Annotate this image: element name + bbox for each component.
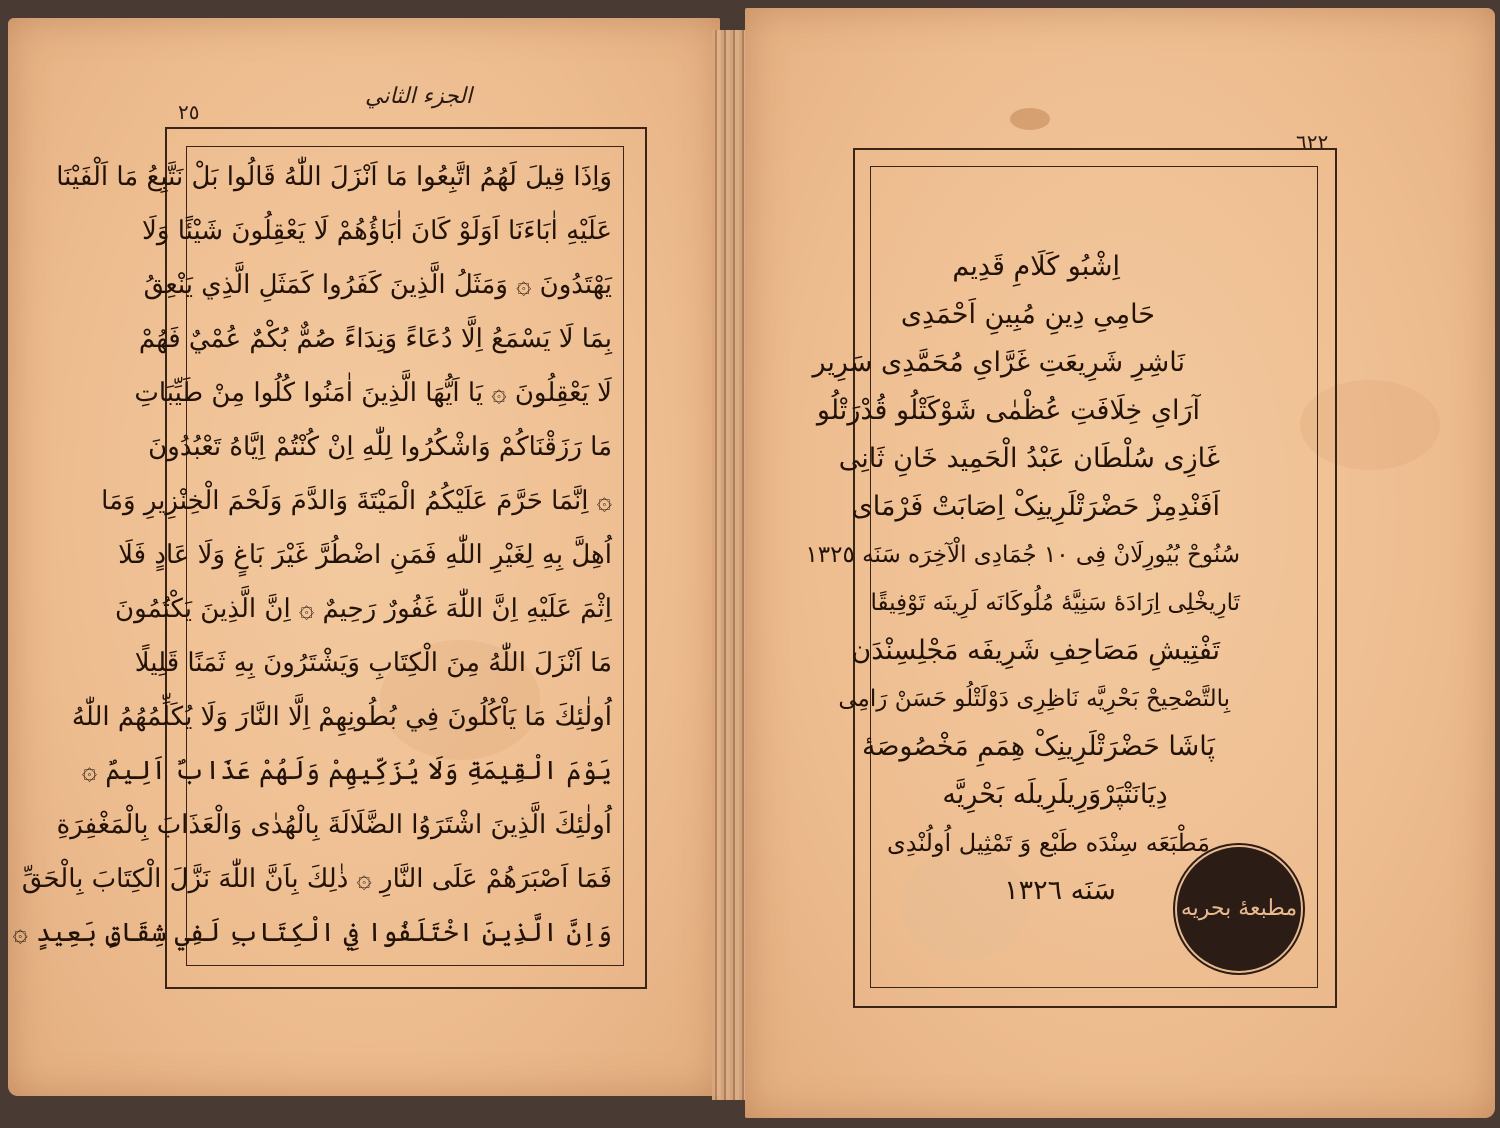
colophon-line: حَامِیِ دِینِ مُبِینِ اَحْمَدِی: [900, 299, 1155, 330]
text-line: يَوْمَ الْقِيٰمَةِ وَلَا يُزَكِّيهِمْ وَلَهُمْ عَذَابٌ اَلِيمٌ ۞: [81, 756, 612, 786]
colophon-line: بِالتَّصْحِیحْ بَحْرِیَّه نَاظِرِی دَوْلَتْلُو حَسَنْ رَامِی: [838, 686, 1230, 712]
right-folio: ٦٢٢: [1296, 130, 1329, 154]
text-line: مَا رَزَقْنَاكُمْ وَاشْكُرُوا لِلّٰهِ اِنْ كُنْتُمْ اِيَّاهُ تَعْبُدُونَ: [148, 432, 612, 462]
colophon-line: نَاشِرِ شَرِیعَتِ غَرَّایِ مُحَمَّدِی سَرِیر: [812, 347, 1185, 378]
colophon-line: دِیَانَتْپَرْوَرِیلَرِیلَه بَحْرِیَّه: [942, 779, 1168, 810]
running-head: الجزء الثاني: [365, 84, 473, 109]
text-line: وَاِنَّ الَّذِينَ اخْتَلَفُوا فِي الْكِتَابِ لَفِي شِقَاقٍ بَعِيدٍ ۞: [12, 918, 612, 948]
seal-text: مطبعهٔ بحریه: [1180, 896, 1298, 921]
left-text-block: [12, 150, 612, 960]
text-line: فَمَا اَصْبَرَهُمْ عَلَى النَّارِ ۞ ذٰلِكَ بِاَنَّ اللّٰهَ نَزَّلَ الْكِتَابَ بِالْحَقِّ: [21, 864, 612, 894]
text-line: عَلَيْهِ اٰبَاءَنَا اَوَلَوْ كَانَ اٰبَاؤُهُمْ لَا يَعْقِلُونَ شَيْئًا وَلَا: [142, 216, 612, 246]
colophon-line: پَاشَا حَضْرَتْلَرِینِکْ هِمَمِ مَخْصُوصَهٔ: [862, 731, 1215, 762]
colophon-line: اَفَنْدِمِزْ حَضْرَتْلَرِینِکْ اِصَابَتْ فَرْمَای: [851, 491, 1220, 522]
text-line: مَا اَنْزَلَ اللّٰهُ مِنَ الْكِتَابِ وَيَشْتَرُونَ بِهِ ثَمَنًا قَلِيلًا: [134, 648, 612, 678]
text-line: وَاِذَا قِيلَ لَهُمُ اتَّبِعُوا مَا اَنْزَلَ اللّٰهُ قَالُوا بَلْ نَتَّبِعُ مَا اَلْفَيْنَا: [56, 162, 612, 192]
colophon-line: غَازِی سُلْطَان عَبْدُ الْحَمِید خَانِ ثَانِی: [838, 443, 1220, 474]
colophon-line: آرَایِ خِلَافَتِ عُظْمٰی شَوْکَتْلُو قُدْرَتْلُو: [816, 395, 1200, 426]
text-line: اُهِلَّ بِهِ لِغَيْرِ اللّٰهِ فَمَنِ اضْطُرَّ غَيْرَ بَاغٍ وَلَا عَادٍ فَلَا: [118, 540, 612, 570]
colophon-line: تَفْتِیشِ مَصَاحِفِ شَرِیفَه مَجْلِسِنْدَن: [851, 635, 1220, 666]
colophon-line: سُنُوحْ بُیُورِلَانْ فِی ١٠ جُمَادِی الْآخِرَه سَنَه ١٣٢٥: [805, 542, 1240, 568]
colophon-line: مَطْبَعَه سِنْدَه طَبْع وَ تَمْثِیل اُولُنْدِی: [886, 829, 1210, 857]
text-line: بِمَا لَا يَسْمَعُ اِلَّا دُعَاءً وَنِدَاءً صُمٌّ بُكْمٌ عُمْيٌ فَهُمْ: [138, 324, 612, 354]
colophon-line: سَنَه ١٣٢٦: [1004, 875, 1116, 906]
text-line: لَا يَعْقِلُونَ ۞ يَا اَيُّهَا الَّذِينَ اٰمَنُوا كُلُوا مِنْ طَيِّبَاتِ: [134, 378, 612, 408]
colophon-line: تَارِیخْلِی اِرَادَهٔ سَنِیَّهٔ مُلُوکَانَه لَرِینَه تَوْفِیقًا: [870, 590, 1240, 616]
text-line: اُولٰئِكَ الَّذِينَ اشْتَرَوُا الضَّلَالَةَ بِالْهُدٰى وَالْعَذَابَ بِالْمَغْفِرَةِ: [56, 810, 612, 840]
text-line: ۞ اِنَّمَا حَرَّمَ عَلَيْكُمُ الْمَيْتَةَ وَالدَّمَ وَلَحْمَ الْخِنْزِيرِ وَمَا: [101, 486, 612, 516]
text-line: اُولٰئِكَ مَا يَاْكُلُونَ فِي بُطُونِهِمْ اِلَّا النَّارَ وَلَا يُكَلِّمُهُمُ اللّٰهُ: [71, 702, 612, 732]
colophon-line: اِشْبُو كَلَامِ قَدِيم: [952, 251, 1120, 282]
text-line: اِثْمَ عَلَيْهِ اِنَّ اللّٰهَ غَفُورٌ رَحِيمٌ ۞ اِنَّ الَّذِينَ يَكْتُمُونَ: [115, 594, 612, 624]
left-folio: ٢٥: [178, 100, 200, 124]
text-line: يَهْتَدُونَ ۞ وَمَثَلُ الَّذِينَ كَفَرُوا كَمَثَلِ الَّذِي يَنْعِقُ: [143, 270, 612, 300]
printer-seal-stamp: [1180, 850, 1298, 968]
